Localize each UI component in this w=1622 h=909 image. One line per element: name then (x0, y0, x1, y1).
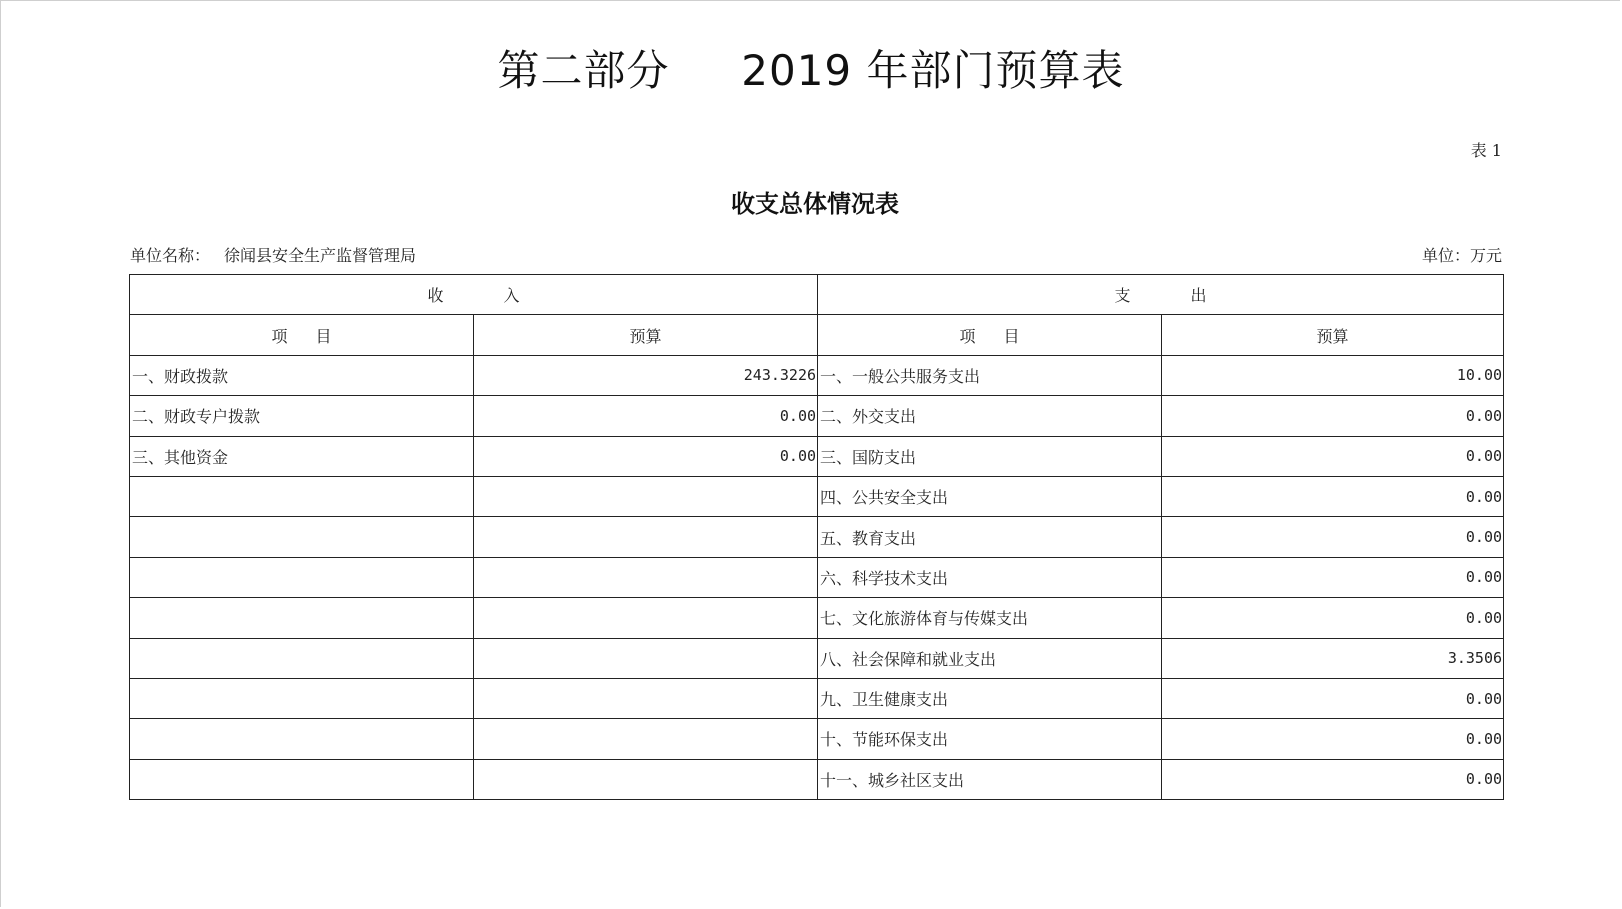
table-row (130, 557, 1504, 597)
income-budget-cell (474, 476, 818, 516)
expense-budget-cell: 0.00 (1162, 517, 1504, 557)
income-item-cell (130, 557, 474, 597)
expense-budget-cell: 0.00 (1162, 396, 1504, 436)
income-item-cell (130, 598, 474, 638)
expense-item-header (818, 315, 1162, 355)
unit-measure: 单位：万元 (1421, 246, 1502, 265)
table-row (130, 638, 1504, 678)
income-item-cell (130, 638, 474, 678)
expense-item-cell: 四、公共安全支出 (818, 476, 1162, 516)
table-row (130, 476, 1504, 516)
income-item-cell (130, 517, 474, 557)
expense-budget-cell: 0.00 (1162, 719, 1504, 759)
table-row (130, 598, 1504, 638)
table-title: 收支总体情况表 (731, 189, 899, 218)
table-row (130, 355, 1504, 395)
income-item-cell: 一、财政拨款 (130, 355, 474, 395)
income-budget-cell (474, 678, 818, 718)
income-budget-header: 预算 (474, 315, 818, 355)
table-number: 表 1 (1470, 141, 1502, 160)
income-section-label: 收入 (427, 286, 580, 306)
income-item-cell (130, 719, 474, 759)
column-header-row (130, 315, 1504, 355)
income-item-cell (130, 476, 474, 516)
income-budget-cell: 0.00 (474, 396, 818, 436)
income-budget-cell (474, 598, 818, 638)
expense-budget-cell: 0.00 (1162, 436, 1504, 476)
table-row (130, 759, 1504, 799)
expense-item-cell: 三、国防支出 (818, 436, 1162, 476)
expense-budget-cell: 10.00 (1162, 355, 1504, 395)
unit-name-label: 单位名称： (130, 246, 211, 265)
expense-item-cell: 六、科学技术支出 (818, 557, 1162, 597)
income-budget-cell (474, 719, 818, 759)
expense-budget-cell: 0.00 (1162, 759, 1504, 799)
budget-table (129, 274, 1504, 800)
income-item-cell (130, 678, 474, 718)
expense-section-label: 支出 (1114, 286, 1267, 306)
income-item-header (130, 315, 474, 355)
expense-budget-cell: 0.00 (1162, 557, 1504, 597)
income-item-cell (130, 759, 474, 799)
expense-item-header-label: 项目 (959, 326, 1048, 346)
expense-item-cell: 十一、城乡社区支出 (818, 759, 1162, 799)
income-budget-cell (474, 759, 818, 799)
table-row (130, 436, 1504, 476)
expense-item-cell: 一、一般公共服务支出 (818, 355, 1162, 395)
expense-item-cell: 九、卫生健康支出 (818, 678, 1162, 718)
expense-budget-cell: 0.00 (1162, 476, 1504, 516)
income-budget-cell: 243.3226 (474, 355, 818, 395)
expense-item-cell: 五、教育支出 (818, 517, 1162, 557)
section-header-row (130, 275, 1504, 315)
unit-name (130, 243, 416, 266)
table-row (130, 678, 1504, 718)
income-budget-cell: 0.00 (474, 436, 818, 476)
expense-budget-header: 预算 (1162, 315, 1504, 355)
expense-budget-cell: 3.3506 (1162, 638, 1504, 678)
expense-item-cell: 八、社会保障和就业支出 (818, 638, 1162, 678)
expense-item-cell: 七、文化旅游体育与传媒支出 (818, 598, 1162, 638)
income-section-header (130, 275, 818, 315)
table-row (130, 517, 1504, 557)
income-budget-cell (474, 638, 818, 678)
table-row (130, 719, 1504, 759)
table-row (130, 396, 1504, 436)
expense-budget-cell: 0.00 (1162, 678, 1504, 718)
income-item-cell: 二、财政专户拨款 (130, 396, 474, 436)
income-item-header-label: 项目 (271, 326, 360, 346)
expense-budget-cell: 0.00 (1162, 598, 1504, 638)
income-item-cell: 三、其他资金 (130, 436, 474, 476)
unit-name-value: 徐闻县安全生产监督管理局 (224, 246, 417, 265)
income-budget-cell (474, 517, 818, 557)
expense-item-cell: 十、节能环保支出 (818, 719, 1162, 759)
page-title: 第二部分 2019 年部门预算表 (497, 46, 1125, 95)
income-budget-cell (474, 557, 818, 597)
expense-item-cell: 二、外交支出 (818, 396, 1162, 436)
expense-section-header (818, 275, 1504, 315)
